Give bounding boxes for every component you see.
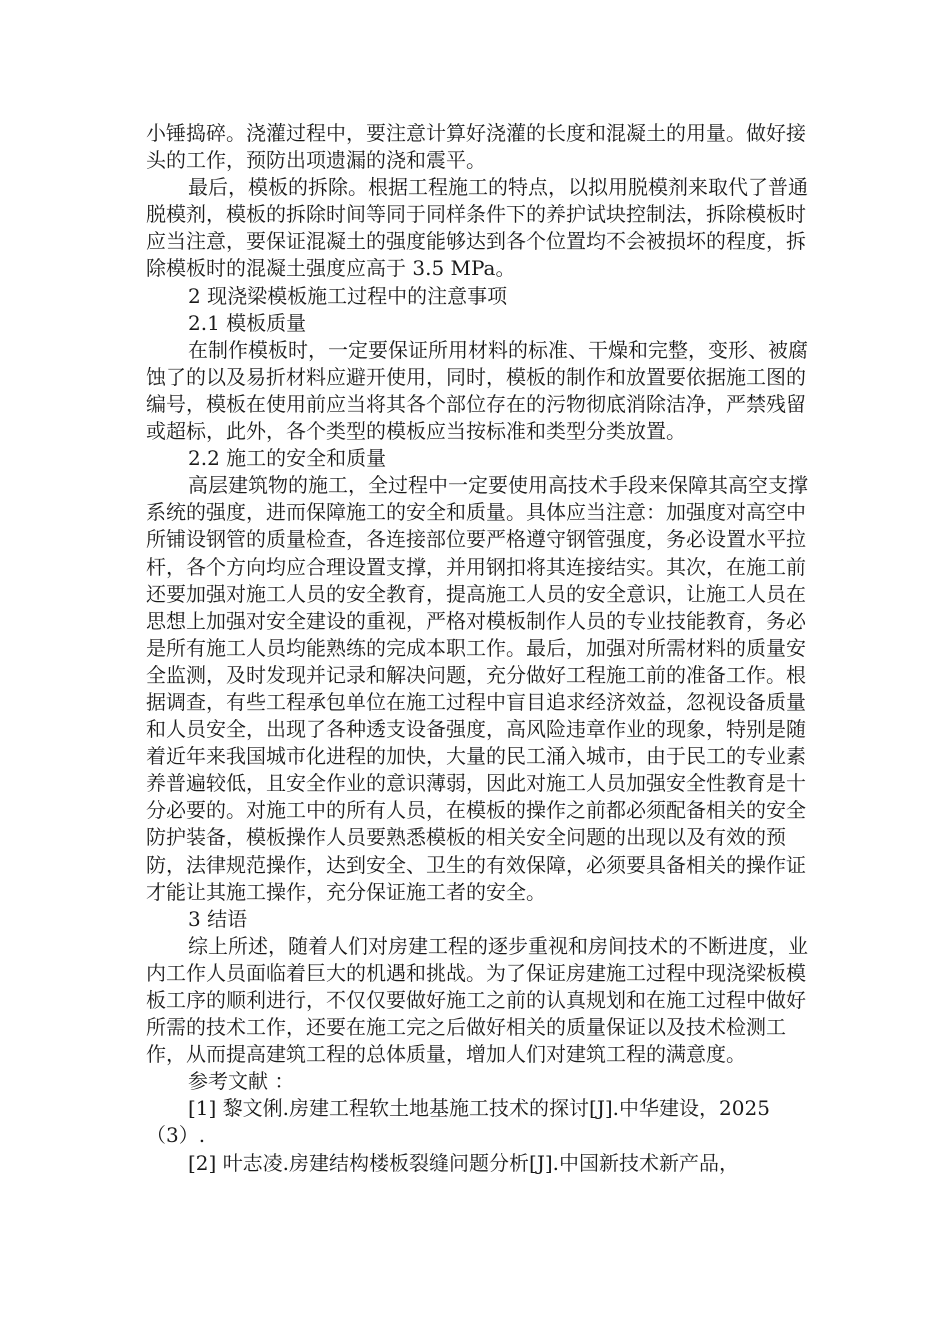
body-paragraph: 在制作模板时，一定要保证所用材料的标准、干燥和完整，变形、被腐蚀了的以及易折材料应避开使用，同时，模板的制作和放置要依据施工图的编号，模板在使用前应当将其各个部位存在的污物彻底消除洁净，严禁残留或超标，此外，各个类型的模板应当按标准和类型分类放置。 xyxy=(146,337,808,444)
section-heading: 3 结语 xyxy=(188,906,248,931)
body-paragraph: 高层建筑物的施工，全过程中一定要使用高技术手段来保障其高空支撑系统的强度，进而保障施工的安全和质量。具体应当注意：加强度对高空中所铺设钢管的质量检查，各连接部位要严格遵守钢管强度，务必设置水平拉杆，各个方向均应合理设置支撑，并用钢扣将其连接结实。其次，在施工前还要加强对施工人员的安全教育，提高施工人员的安全意识，让施工人员在思想上加强对安全建设的重视，严格对模板制作人员的专业技能教育，务必是所有施工人员均能熟练的完成本职工作。最后，加强对所需材料的质量安全监测，及时发现并记录和解决问题，充分做好工程施工前的准备工作。根据调查，有些工程承包单位在施工过程中盲目追求经济效益，忽视设备质量和人员安全，出现了各种透支设备强度，高风险违章作业的现象，特别是随着近年来我国城市化进程的加快，大量的民工涌入城市，由于民工的专业素养普遍较低，且安全作业的意识薄弱，因此对施工人员加强安全性教育是十分必要的。对施工中的所有人员，在模板的操作之前都必须配备相关的安全防护装备，模板操作人员要熟悉模板的相关安全问题的出现以及有效的预防，法律规范操作，达到安全、卫生的有效保障，必须要具备相关的操作证才能让其施工操作，充分保证施工者的安全。 xyxy=(146,473,808,904)
subsection-heading: 2.1 模板质量 xyxy=(188,310,307,335)
document-page xyxy=(146,120,810,1177)
section-heading: 2 现浇梁模板施工过程中的注意事项 xyxy=(188,283,508,308)
references-heading: 参考文献 ： xyxy=(188,1069,295,1094)
subsection-heading: 2.2 施工的安全和质量 xyxy=(188,446,387,471)
body-paragraph: 最后，模板的拆除。根据工程施工的特点，以拟用脱模剂来取代了普通脱模剂，模板的拆除时间等同于同样条件下的养护试块控制法，拆除模板时应当注意，要保证混凝土的强度能够达到各个位置均不会被损坏的程度，拆除模板时的混凝土强度应高于 3.5 MPa。 xyxy=(146,175,808,281)
body-paragraph: 综上所述，随着人们对房建工程的逐步重视和房间技术的不断进度，业内工作人员面临着巨大的机遇和挑战。为了保证房建施工过程中现浇梁板模板工序的顺利进行，不仅仅要做好施工之前的认真规划和在施工过程中做好所需的技术工作，还要在施工完之后做好相关的质量保证以及技术检测工作，从而提高建筑工程的总体质量，增加人们对建筑工程的满意度。 xyxy=(146,933,808,1067)
reference-item: [2] 叶志凌.房建结构楼板裂缝问题分析[J].中国新技术新产品， xyxy=(188,1150,740,1175)
body-paragraph: 小锤捣碎。浇灌过程中，要注意计算好浇灌的长度和混凝土的用量。做好接头的工作，预防出项遗漏的浇和震平。 xyxy=(146,121,806,173)
reference-item: [1] 黎文俐.房建工程软土地基施工技术的探讨[J].中华建设，2025（3）. xyxy=(146,1096,770,1148)
